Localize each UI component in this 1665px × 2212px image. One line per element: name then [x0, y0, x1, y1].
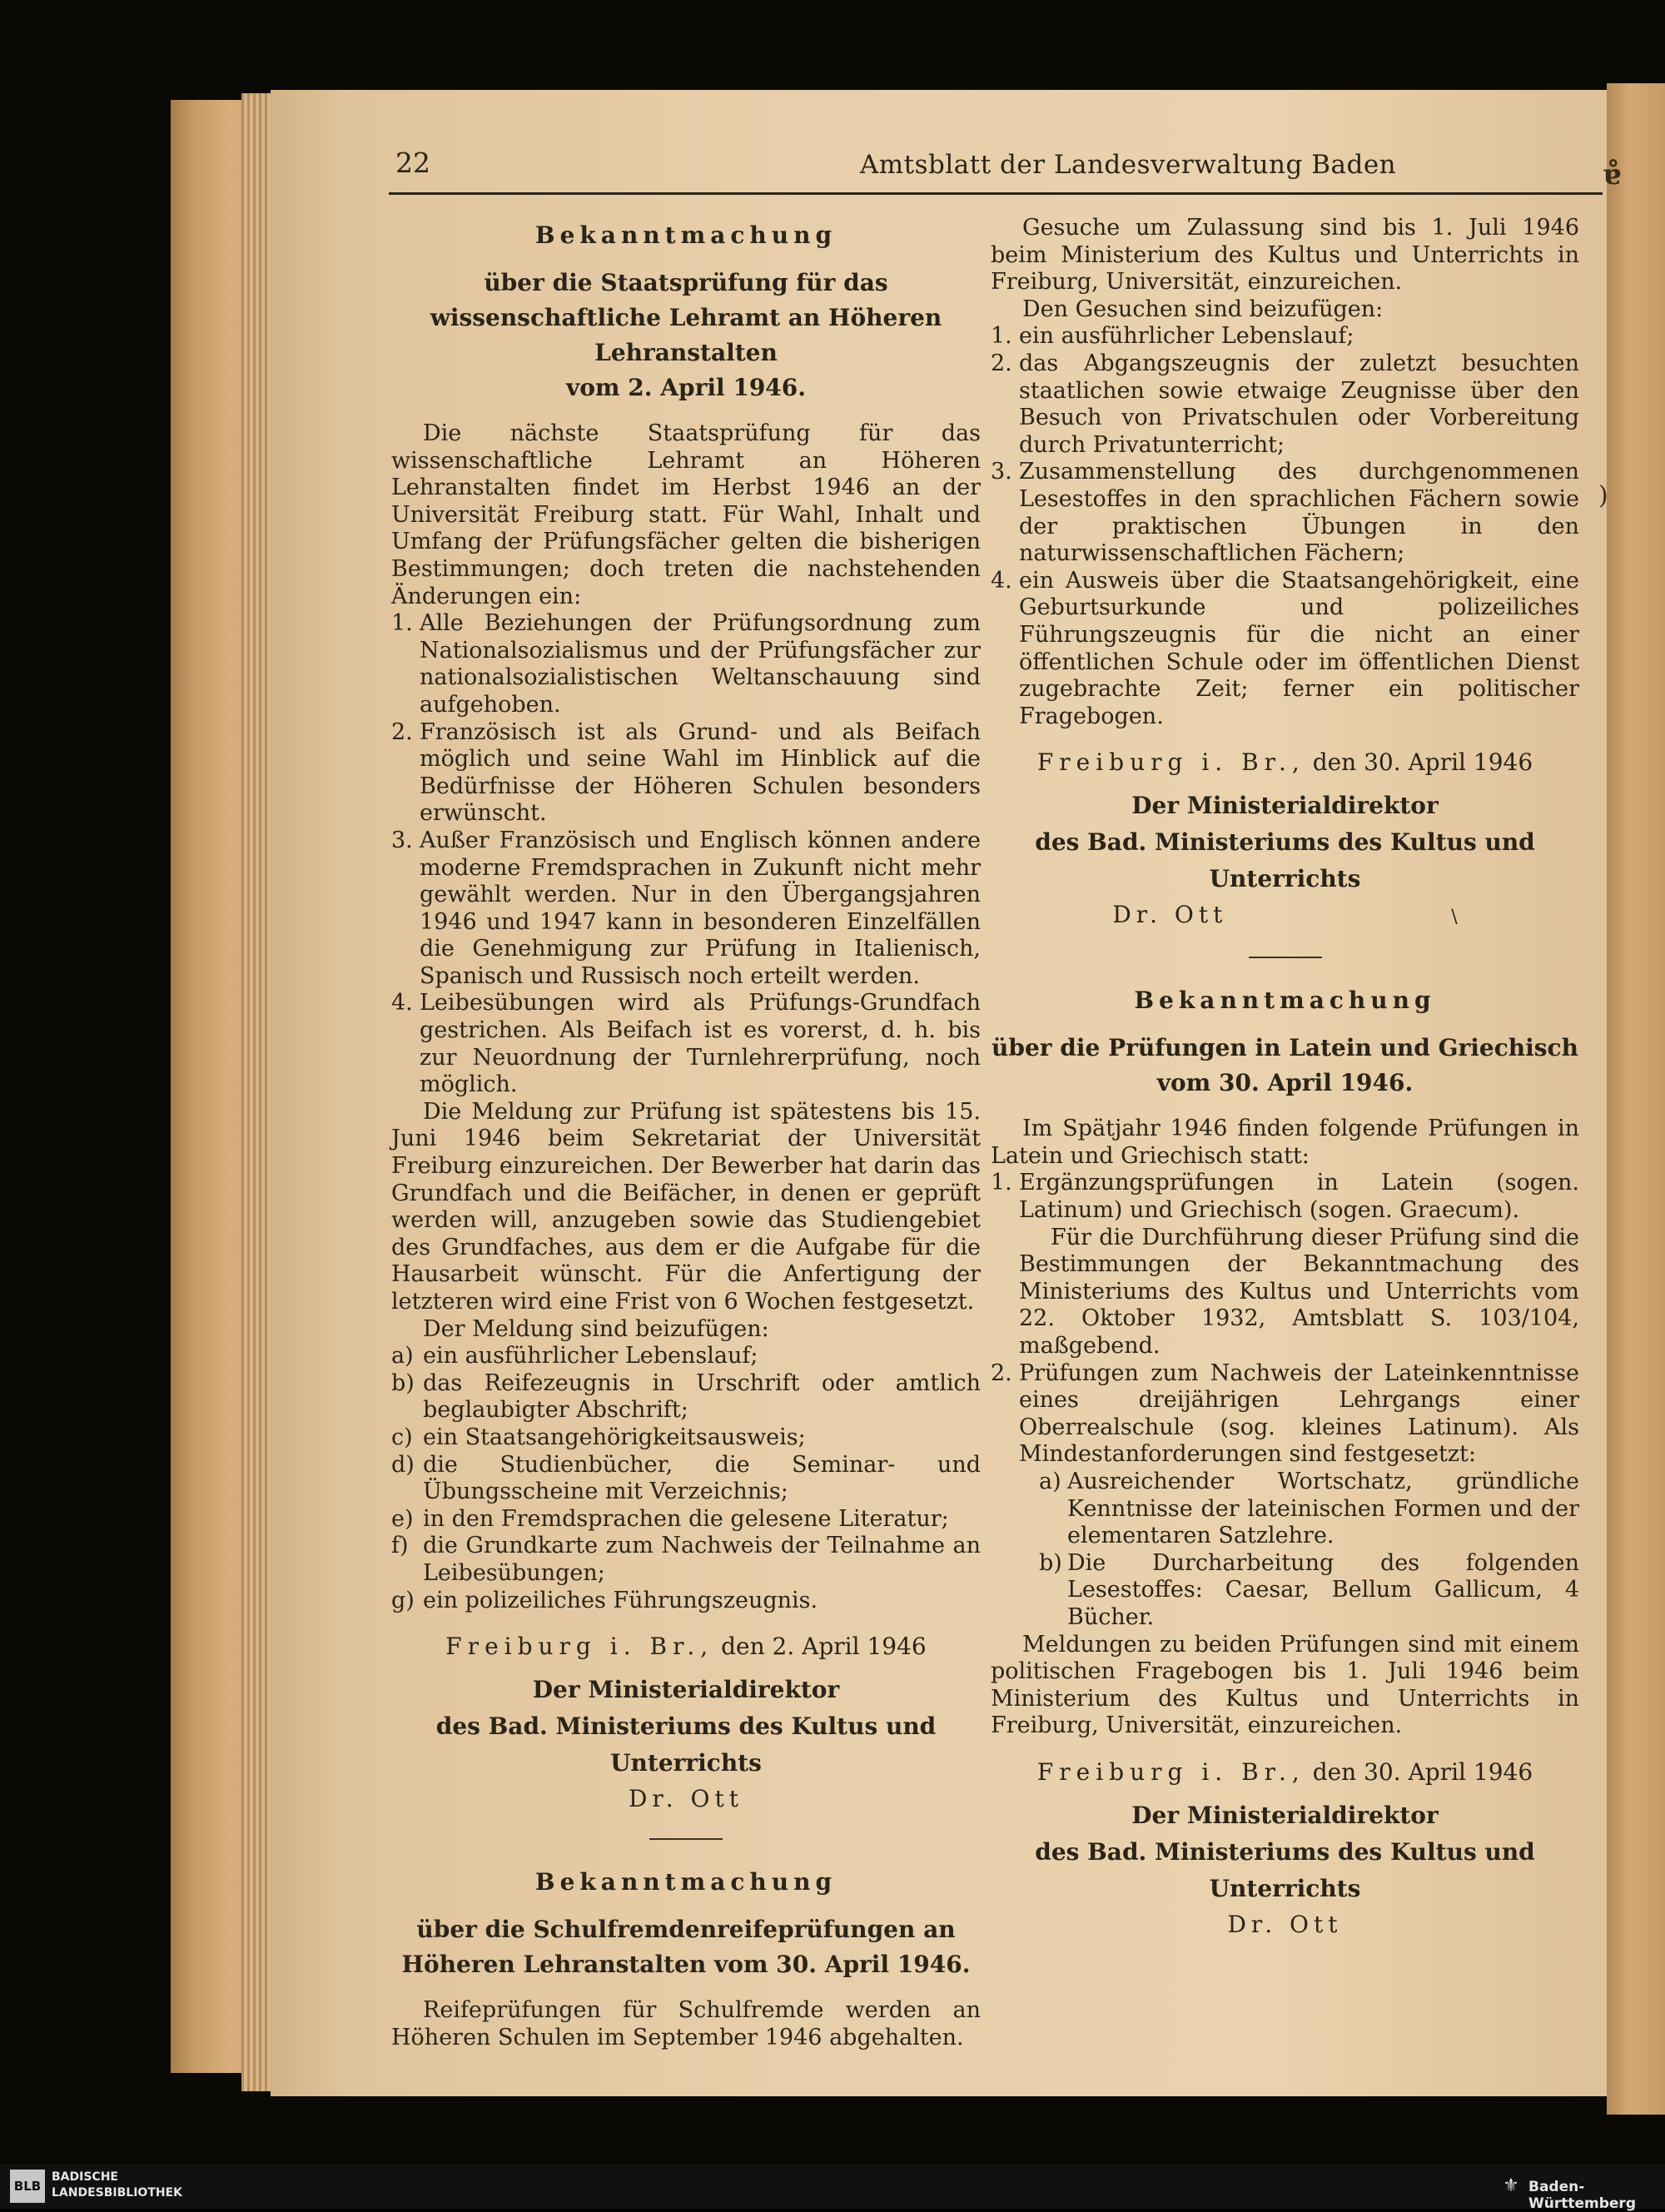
changes-list [391, 610, 981, 1099]
place-date: Freiburg i. Br., den 2. April 1946 [445, 1633, 927, 1661]
list-text: ein Staatsangehörigkeitsausweis; [423, 1424, 806, 1450]
list-item [391, 610, 981, 718]
margin-mark: ) [1598, 481, 1608, 510]
attachments-label: Der Meldung sind beizufügen: [423, 1315, 769, 1342]
section-subtitle: über die Staatsprüfung für das wissenschaftliche Lehramt an Höheren Lehranstalten vom 2. April 1946. [430, 269, 942, 401]
list-marker: c) [391, 1424, 413, 1450]
list-marker: 1. [391, 610, 413, 637]
section-divider [649, 1838, 723, 1840]
list-text: das Abgangszeugnis der zuletzt besuchten staatlichen sowie etwaige Zeugnisse über den Besuch von Privatschulen oder Vorbereitung durch Privatunterricht; [1019, 350, 1579, 458]
list-item [391, 1424, 981, 1452]
signature-name: Dr. Ott \ [1112, 901, 1458, 929]
list-item [391, 1533, 981, 1587]
list-marker: d) [391, 1451, 415, 1478]
list-text: ein ausführlicher Lebenslauf; [423, 1343, 758, 1369]
list-text: ein polizeiliches Führungszeugnis. [423, 1587, 818, 1613]
place-date: Freiburg i. Br., den 30. April 1946 [1036, 748, 1533, 777]
attachments-list [391, 1343, 981, 1614]
signature-title: Der Ministerialdirektor [1131, 792, 1439, 820]
list-text: das Reifezeugnis in Urschrift oder amtlich beglaubigter Abschrift; [423, 1369, 981, 1424]
margin-mark: \ [1451, 907, 1458, 928]
list-item [991, 459, 1579, 567]
page-edges [241, 93, 275, 2091]
signature-office: des Bad. Ministeriums des Kultus und Unterrichts [1035, 1837, 1535, 1902]
list-item [991, 323, 1579, 350]
signature-office: des Bad. Ministeriums des Kultus und Unterrichts [1035, 828, 1535, 893]
section-date: vom 2. April 1946. [565, 374, 807, 401]
intro-paragraph: Im Spätjahr 1946 finden folgende Prüfungen in Latein und Griechisch statt: [991, 1116, 1579, 1169]
list-text: Ausreichender Wortschatz, gründliche Kenntnisse der lateinischen Formen und der elementaren Satzlehre. [1067, 1469, 1579, 1549]
list-text: Alle Beziehungen der Prüfungsordnung zum Nationalsozialismus und der Prüfungsfächer zur nationalsozialistischen Weltanschauung sind aufgehoben. [420, 610, 981, 718]
list-item [391, 1370, 981, 1424]
list-text: in den Fremdsprachen die gelesene Literatur; [423, 1505, 949, 1532]
list-marker: b) [391, 1369, 415, 1396]
blb-logo-icon[interactable]: BLB [10, 2170, 45, 2203]
attachments-list [991, 323, 1579, 730]
signature-name: Dr. Ott [628, 1785, 744, 1813]
list-item [991, 568, 1579, 731]
section-divider [1249, 957, 1322, 958]
list-item [991, 350, 1579, 459]
intro-paragraph: Die nächste Staatsprüfung für das wissenschaftliche Lehramt an Höheren Lehranstalten findet im Herbst 1946 an der Universität Freiburg statt. Für Wahl, Inhalt und Umfang der Prüfungsfächer gelten die bisherigen Bestimmungen; doch treten die nachstehenden Änderungen ein: [391, 420, 981, 609]
attachments-label: Den Gesuchen sind beizufügen: [1022, 296, 1384, 322]
list-item [1039, 1469, 1579, 1550]
list-text: ein ausführlicher Lebenslauf; [1019, 323, 1354, 350]
list-text: ein Ausweis über die Staatsangehörigkeit, eine Geburtsurkunde und polizeiliches Führungszeugnis für die nicht an einer öffentlichen Schule oder im öffentlichen Dienst zugebrachte Zeit; ferner ein politischer Fragebogen. [1019, 567, 1579, 729]
header-rule [389, 192, 1603, 195]
signature-title: Der Ministerialdirektor [1131, 1801, 1439, 1829]
pencil-mark: ɐ̊ [1603, 158, 1622, 191]
list-item [1039, 1550, 1579, 1632]
list-marker: 2. [991, 350, 1012, 376]
list-item [391, 828, 981, 991]
list-item [391, 1452, 981, 1506]
applications-paragraph: Gesuche um Zulassung sind bis 1. Juli 1946 beim Ministerium des Kultus und Unterrichts in Freiburg, Universität, einzureichen. [991, 215, 1579, 296]
section-subtitle: über die Prüfungen in Latein und Griechisch vom 30. April 1946. [992, 1034, 1578, 1097]
list-text: die Studienbücher, die Seminar- und Übungsscheine mit Verzeichnis; [423, 1451, 981, 1505]
registration-paragraph: Meldungen zu beiden Prüfungen sind mit einem politischen Fragebogen bis 1. Juli 1946 beim Ministerium des Kultus und Unterrichts in Freiburg, Universität, einzureichen. [991, 1631, 1579, 1739]
list-text: Französisch ist als Grund- und als Beifach möglich und seine Wahl im Hinblick auf die Bedürfnisse der Höheren Schulen besonders erwünscht. [420, 718, 981, 827]
list-item [391, 719, 981, 828]
body-paragraph: Reifeprüfungen für Schulfremde werden an Höheren Schulen im September 1946 abgehalten. [391, 1997, 981, 2050]
place-date: Freiburg i. Br., den 30. April 1946 [1036, 1757, 1533, 1786]
list-marker: 4. [391, 990, 413, 1017]
document-page [271, 90, 1622, 2096]
list-item [391, 990, 981, 1098]
list-marker: 3. [391, 827, 413, 853]
list-marker: b) [1039, 1549, 1062, 1576]
footer-bar [0, 2165, 1665, 2209]
list-item [391, 1506, 981, 1533]
list-item-note: Für die Durchführung dieser Prüfung sind die Bestimmungen der Bekanntmachung des Ministeriums des Kultus und Unterrichts vom 22. Oktober 1932, Amtsblatt S. 103/104, maßgebend. [1019, 1224, 1579, 1360]
list-marker: a) [391, 1343, 414, 1369]
list-text: Zusammenstellung des durchgenommenen Lesestoffes in den sprachlichen Fächern sowie der praktischen Übungen in den naturwissenschaftlichen Fächern; [1019, 459, 1579, 567]
list-text: Die Durcharbeitung des folgenden Lesestoffes: Caesar, Bellum Gallicum, 4 Bücher. [1067, 1549, 1579, 1630]
list-item: 2. Prüfungen zum Nachweis der Lateinkenntnisse eines dreijährigen Lehrgangs einer Oberrealschule (sog. kleines Latinum). Als Mindestanforderungen sind festgesetzt: [991, 1360, 1579, 1468]
list-marker: 2. [391, 718, 413, 745]
list-item [391, 1343, 981, 1370]
section-title: Bekanntmachung [1134, 987, 1436, 1015]
list-item [391, 1588, 981, 1615]
next-page-edge [1607, 83, 1665, 2115]
page-number: 22 [395, 147, 430, 179]
coat-of-arms-icon: ⚜ [1503, 2175, 1519, 2196]
list-marker: 1. [991, 323, 1012, 350]
signature-name: Dr. Ott [1227, 1910, 1343, 1938]
library-name[interactable]: BADISCHE LANDESBIBLIOTHEK [52, 2170, 183, 2200]
list-marker: 3. [991, 459, 1012, 485]
signature-office: des Bad. Ministeriums des Kultus und Unterrichts [435, 1712, 937, 1777]
section-title: Bekanntmachung [534, 1868, 837, 1896]
list-marker: g) [391, 1587, 415, 1613]
right-column [991, 215, 1579, 1942]
list-text: Leibesübungen wird als Prüfungs-Grundfach gestrichen. Als Beifach ist es vorerst, d. h. bis zur Neuordnung der Turnlehrerprüfung, noch möglich. [420, 990, 981, 1098]
section-title: Bekanntmachung [534, 221, 837, 249]
left-column [391, 215, 981, 2051]
list-text: Außer Französisch und Englisch können andere moderne Fremdsprachen in Zukunft nicht mehr gewählt werden. Nur in den Übergangsjahren 1946 und 1947 kann in besonderen Einzelfällen die Genehmigung zur Prüfung in Italienisch, Spanisch und Russisch noch erteilt werden. [420, 827, 981, 989]
list-marker: a) [1039, 1469, 1061, 1494]
list-marker: e) [391, 1505, 414, 1532]
list-marker: f) [391, 1533, 409, 1559]
list-marker: 4. [991, 567, 1012, 594]
requirements-list [991, 1469, 1579, 1632]
registration-paragraph: Die Meldung zur Prüfung ist spätestens bis 15. Juni 1946 beim Sekretariat der Universität Freiburg einzureichen. Der Bewerber hat darin das Grundfach und die Beifächer, in denen er geprüft werden will, anzugeben sowie das Studiengebiet des Grundfaches, aus dem er die Aufgabe für die Hausarbeit wünscht. Für die Anfertigung der letzteren wird eine Frist von 6 Wochen festgesetzt. [391, 1098, 981, 1315]
signature-title: Der Ministerialdirektor [532, 1676, 840, 1704]
list-item: 1. Ergänzungsprüfungen in Latein (sogen. Latinum) und Griechisch (sogen. Graecum). [991, 1170, 1579, 1224]
section-subtitle: über die Schulfremdenreifeprüfungen an Höheren Lehranstalten vom 30. April 1946. [401, 1916, 971, 1979]
state-name[interactable]: Baden-Württemberg [1528, 2179, 1636, 2212]
running-title: Amtsblatt der Landesverwaltung Baden [859, 150, 1397, 180]
list-text: die Grundkarte zum Nachweis der Teilnahme an Leibesübungen; [423, 1533, 981, 1586]
